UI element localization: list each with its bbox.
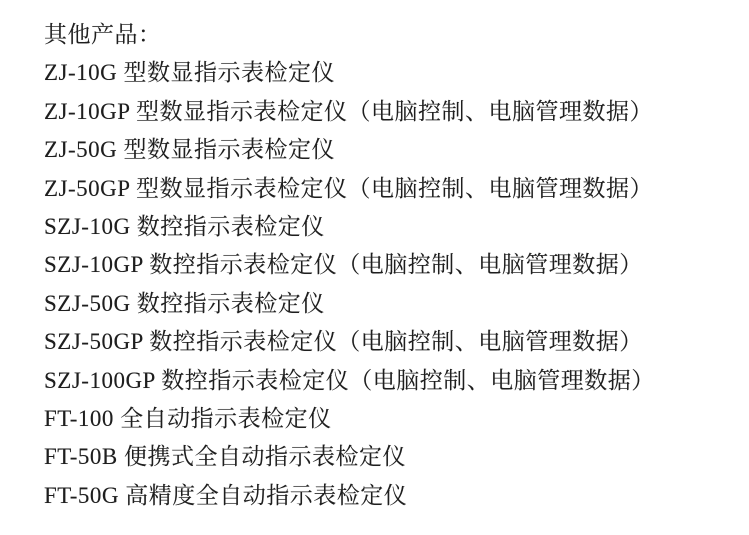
product-line: ZJ-50G 型数显指示表检定仪 [44,137,336,163]
product-line: FT-50G 高精度全自动指示表检定仪 [44,482,408,508]
product-line: FT-100 全自动指示表检定仪 [44,405,332,431]
product-line: SZJ-50G 数控指示表检定仪 [44,290,325,316]
product-line: SZJ-100GP 数控指示表检定仪（电脑控制、电脑管理数据） [44,367,655,393]
product-line: ZJ-10GP 型数显指示表检定仪（电脑控制、电脑管理数据） [44,98,653,124]
product-line: SZJ-10GP 数控指示表检定仪（电脑控制、电脑管理数据） [44,252,643,278]
product-line: FT-50B 便携式全自动指示表检定仪 [44,444,406,470]
product-line: SZJ-10G 数控指示表检定仪 [44,213,325,239]
product-list [44,54,729,515]
other-products-heading: 其他产品： [44,22,162,47]
product-line: ZJ-50GP 型数显指示表检定仪（电脑控制、电脑管理数据） [44,175,653,201]
product-line: SZJ-50GP 数控指示表检定仪（电脑控制、电脑管理数据） [44,329,643,355]
product-line: ZJ-10G 型数显指示表检定仪 [44,60,336,86]
